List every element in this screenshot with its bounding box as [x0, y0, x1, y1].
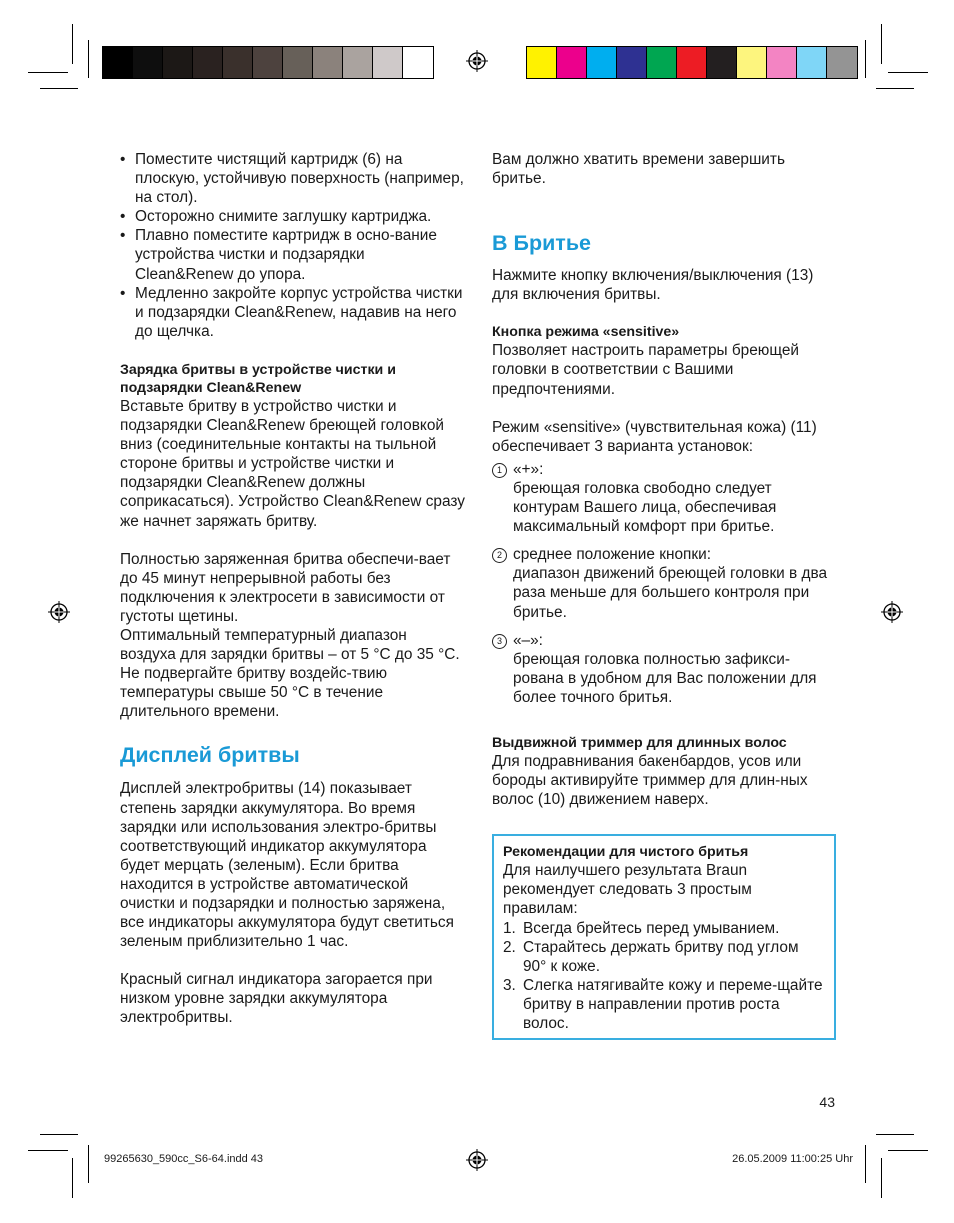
footer-timestamp: 26.05.2009 11:00:25 Uhr	[732, 1153, 853, 1165]
color-swatch	[587, 47, 617, 78]
crop-mark	[881, 1158, 882, 1198]
color-swatch	[253, 47, 283, 78]
sensitive-mode-text: Режим «sensitive» (чувствительная кожа) (11) обеспечивает 3 варианта установок:	[492, 418, 817, 455]
list-item: • Плавно поместите картридж в осно-вание устройства чистки и подзарядки Clean&Renew до упора.	[120, 226, 465, 283]
list-item: 3. Слегка натягивайте кожу и переме-щайте бритву в направлении против роста волос.	[503, 976, 823, 1032]
crop-mark	[876, 1134, 914, 1135]
crop-mark	[865, 40, 866, 78]
color-swatch	[527, 47, 557, 78]
cartridge-steps-list	[120, 150, 465, 341]
list-item: • Медленно закройте корпус устройства чистки и подзарядки Clean&Renew, надавив на него до щелчка.	[120, 284, 465, 341]
crop-mark	[88, 40, 89, 78]
sensitive-heading: Кнопка режима «sensitive»	[492, 324, 680, 341]
color-swatch	[103, 47, 133, 78]
trimmer-heading: Выдвижной триммер для длинных волос	[492, 734, 787, 751]
option-number-badge: 2	[492, 548, 507, 563]
sensitive-text: Позволяет настроить параметры бреющей головки в соответствии с Вашими предпочтениями.	[492, 342, 799, 398]
option-label: «+»:	[513, 460, 544, 478]
color-swatch	[617, 47, 647, 78]
temperature-text: Оптимальный температурный диапазон воздуха для зарядки бритвы – от 5 °C до 35 °C. Не подвергайте бритву воздейс-твию температуры свыше 50 °C в течение длительного времени.	[120, 626, 460, 721]
process-color-bar	[526, 46, 858, 79]
left-column	[120, 150, 465, 1028]
list-item: 1. Всегда брейтесь перед умыванием.	[503, 919, 780, 937]
option-label: среднее положение кнопки:	[513, 546, 711, 564]
color-swatch	[193, 47, 223, 78]
crop-mark	[888, 72, 928, 73]
registration-mark-icon	[466, 50, 488, 72]
tips-box	[492, 834, 836, 1040]
option-number-badge: 1	[492, 463, 507, 478]
color-swatch	[827, 47, 857, 78]
tips-heading: Рекомендации для чистого бритья	[503, 844, 749, 861]
grayscale-color-bar	[102, 46, 434, 79]
crop-mark	[72, 24, 73, 64]
registration-mark-icon	[881, 601, 903, 623]
sensitive-option-2	[492, 545, 836, 621]
option-text: бреющая головка полностью зафикси-рована в удобном для Вас положении для более точного бритья.	[513, 650, 817, 706]
crop-mark	[28, 72, 68, 73]
list-item: 2. Старайтесь держать бритву под углом 90° к коже.	[503, 938, 799, 975]
color-swatch	[677, 47, 707, 78]
crop-mark	[876, 88, 914, 89]
display-text: Дисплей электробритвы (14) показывает степень зарядки аккумулятора. Во время зарядки или использования электро-бритвы соответствующий индикатор аккумулятора будет мерцать (зеленым). Если бритва находится в устройстве автоматической очистки и подзарядки и полностью заряжена, все индикаторы аккумулятора будут светиться зеленым приблизительно 1 час.	[120, 780, 454, 951]
footer-file-name: 99265630_590cc_S6-64.indd 43	[104, 1153, 264, 1165]
crop-mark	[28, 1150, 68, 1151]
crop-mark	[888, 1150, 928, 1151]
intro-text: Вам должно хватить времени завершить бритье.	[492, 151, 785, 188]
list-item: • Осторожно снимите заглушку картриджа.	[120, 207, 465, 226]
color-swatch	[163, 47, 193, 78]
crop-mark	[881, 24, 882, 64]
shaving-heading: В Бритье	[492, 231, 592, 256]
registration-mark-icon	[48, 601, 70, 623]
page-number: 43	[819, 1094, 835, 1110]
option-text: бреющая головка свободно следует контурам Вашего лица, обеспечивая максимальный комфорт при бритье.	[513, 479, 777, 536]
list-item: • Поместите чистящий картридж (6) на плоскую, устойчивую поверхность (например, на стол).	[120, 150, 465, 207]
registration-mark-icon	[466, 1149, 488, 1171]
color-swatch	[283, 47, 313, 78]
option-number-badge: 3	[492, 634, 507, 649]
red-signal-text: Красный сигнал индикатора загорается при низком уровне зарядки аккумулятора электробритвы.	[120, 971, 433, 1027]
crop-mark	[88, 1145, 89, 1183]
display-heading: Дисплей бритвы	[120, 743, 300, 768]
tips-list	[503, 919, 825, 1034]
shaving-text: Нажмите кнопку включения/выключения (13) для включения бритвы.	[492, 267, 814, 304]
color-swatch	[797, 47, 827, 78]
charging-text: Вставьте бритву в устройство чистки и подзарядки Clean&Renew бреющей головкой вниз (соединительные контакты на тыльной стороне бритвы и устройстве чистки и подзарядки Clean&Renew должны соприкасаться). Устройство Clean&Renew сразу же начнет заряжать бритву.	[120, 397, 465, 530]
sensitive-option-1	[492, 460, 836, 536]
sensitive-option-3	[492, 631, 836, 707]
option-label: «–»:	[513, 631, 543, 649]
option-text: диапазон движений бреющей головки в два раза меньше для большего контроля при бритье.	[513, 565, 828, 621]
color-swatch	[133, 47, 163, 78]
crop-mark	[40, 1134, 78, 1135]
tips-intro: Для наилучшего результата Braun рекомендует следовать 3 простым правилам:	[503, 862, 752, 918]
right-column	[492, 150, 836, 1040]
color-swatch	[557, 47, 587, 78]
color-swatch	[403, 47, 433, 78]
color-swatch	[313, 47, 343, 78]
crop-mark	[72, 1158, 73, 1198]
full-charge-text: Полностью заряженная бритва обеспечи-вает до 45 минут непрерывной работы без подключения к электросети в зависимости от густоты щетины.	[120, 550, 451, 625]
color-swatch	[373, 47, 403, 78]
trimmer-text: Для подравнивания бакенбардов, усов или бороды активируйте триммер для длин-ных волос (10) движением наверх.	[492, 752, 808, 809]
color-swatch	[707, 47, 737, 78]
color-swatch	[737, 47, 767, 78]
color-swatch	[223, 47, 253, 78]
color-swatch	[343, 47, 373, 78]
color-swatch	[767, 47, 797, 78]
crop-mark	[40, 88, 78, 89]
charging-heading: Зарядка бритвы в устройстве чистки и подзарядки Clean&Renew	[120, 361, 396, 396]
crop-mark	[865, 1145, 866, 1183]
color-swatch	[647, 47, 677, 78]
